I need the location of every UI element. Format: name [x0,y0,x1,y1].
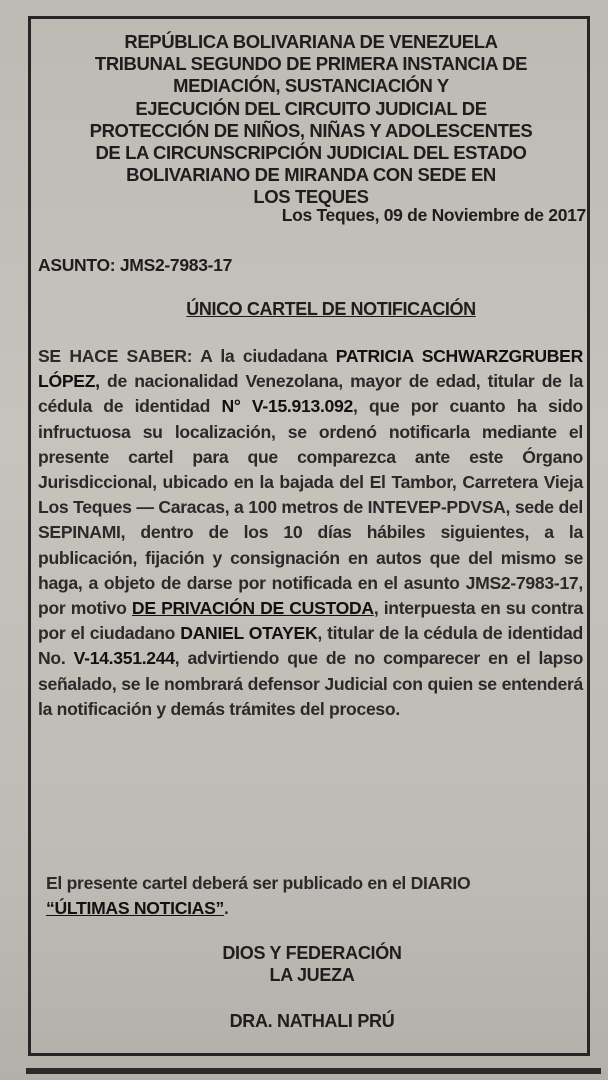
plaintiff-id-number: V-14.351.244 [73,648,175,669]
header-line: TRIBUNAL SEGUNDO DE PRIMERA INSTANCIA DE [94,53,528,75]
recipient-name: PATRICIA SCHWARZGRUBER LÓPEZ, [38,346,583,392]
closing-motto: DIOS Y FEDERACIÓN [222,943,402,963]
notice-title: ÚNICO CARTEL DE NOTIFICACIÓN [186,299,476,319]
header-line: BOLIVARIANO DE MIRANDA CON SEDE EN [126,164,496,186]
court-header [36,31,586,209]
notice-body [38,344,583,722]
header-line: PROTECCIÓN DE NIÑOS, NIÑAS Y ADOLESCENTES [89,119,533,141]
body-text-segment: , interpuesta en su contra por el ciudadano [38,598,583,644]
body-text-segment: , titular de la cédula de identidad No. [38,623,583,669]
body-text-segment: , advirtiendo que de no comparecer en el lapso señalado, se le nombrará defensor Judicial con quien se entenderá la notificación y demás trámites del proceso. [38,648,584,719]
body-text-segment: , que por cuanto ha sido infructuosa su localización, se ordenó notificarla mediante el presente cartel para que comparezca ante este Órgano Jurisdiccional, ubicado en la bajada del El Tambor, Carretera Vieja Los Teques — Caracas, a 100 metros de INTEVEP-PDVSA, sede del SEPINAMI, dentro de los 10 días hábiles siguientes, a la publicación, fijación y consignación en autos que del mismo se haga, a objeto de darse por notificada en el asunto JMS2-7983-17, por motivo [38,396,583,619]
case-number: ASUNTO: JMS2-7983-17 [38,255,233,275]
header-line: EJECUCIÓN DEL CIRCUITO JUDICIAL DE [135,97,487,119]
publication-instruction [46,871,586,921]
body-text-segment: SE HACE SABER: A la ciudadana [38,346,336,366]
notice-date: Los Teques, 09 de Noviembre de 2017 [281,205,586,225]
newspaper-name: “ÚLTIMAS NOTICIAS” [46,898,225,918]
publication-text: El presente cartel deberá ser publicado en el DIARIO [46,873,471,893]
page-divider [26,1068,601,1074]
header-line: DE LA CIRCUNSCRIPCIÓN JUDICIAL DEL ESTADO [95,142,527,164]
plaintiff-name: DANIEL OTAYEK [180,623,318,644]
closing-block [36,942,588,986]
recipient-id-number: N° V-15.913.092 [221,396,354,417]
judge-title: LA JUEZA [269,965,355,985]
header-line: MEDIACIÓN, SUSTANCIACIÓN Y [173,75,449,97]
body-text-segment: de nacionalidad Venezolana, mayor de edad, titular de la cédula de identidad [38,371,583,417]
judge-signature-name: DRA. NATHALI PRÚ [229,1011,395,1031]
header-line: REPÚBLICA BOLIVARIANA DE VENEZUELA [124,31,498,52]
publication-end: . [224,898,229,918]
case-motive: DE PRIVACIÓN DE CUSTODA [131,598,374,619]
header-line: LOS TEQUES [253,186,369,208]
